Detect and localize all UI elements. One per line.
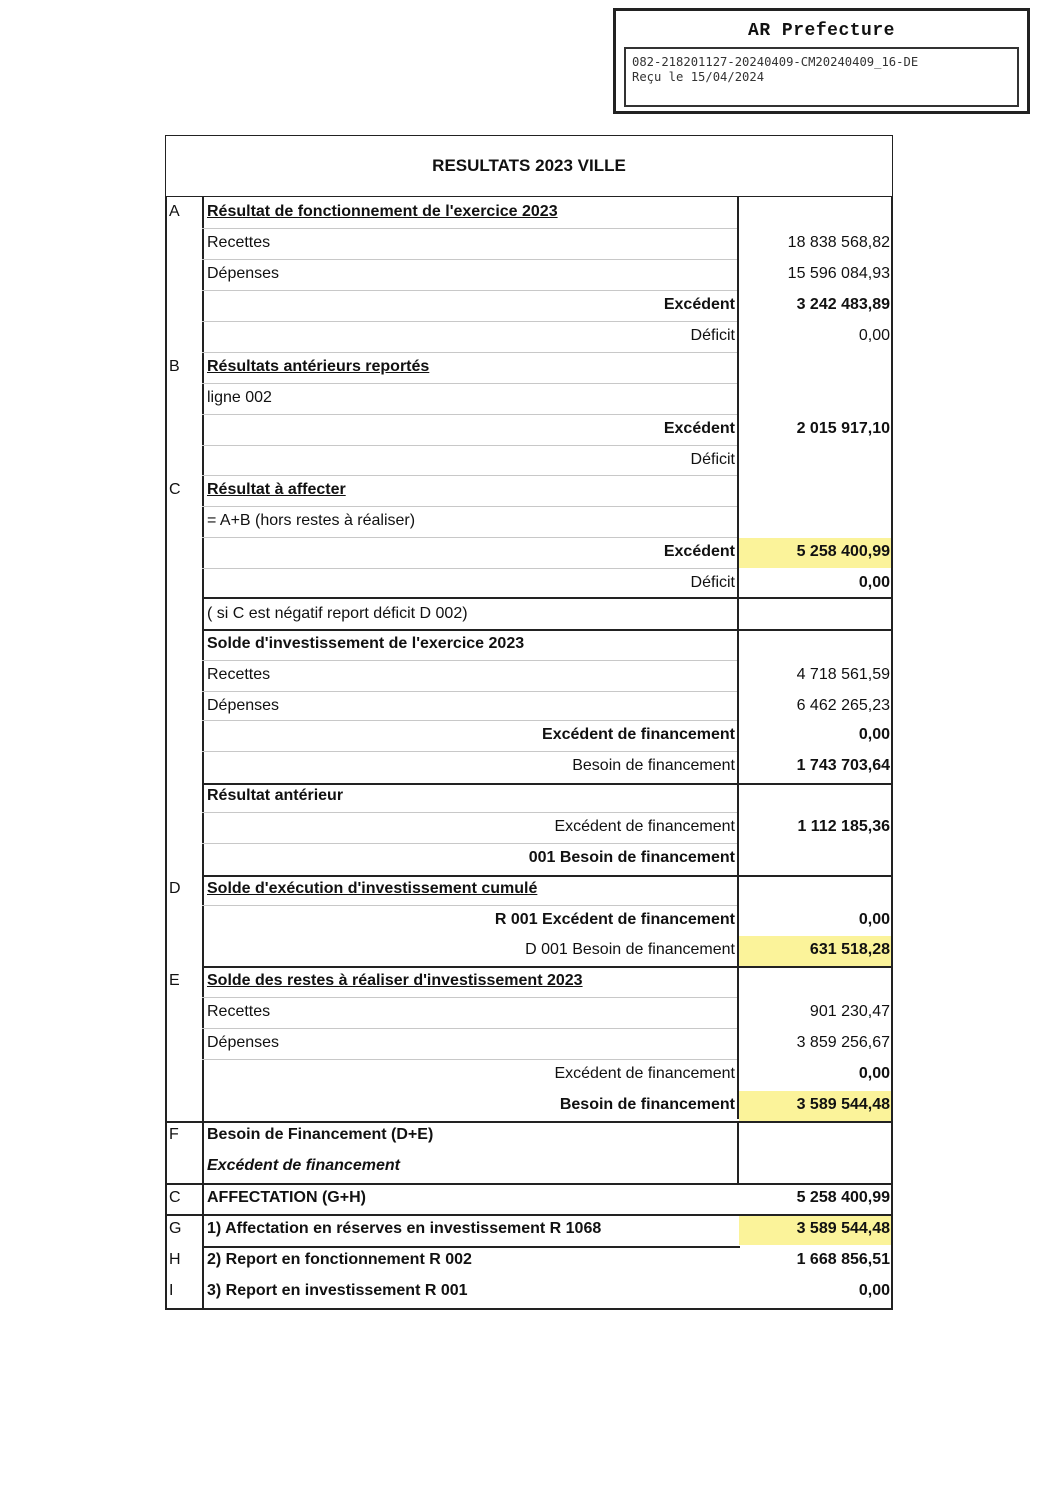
grid-line (202, 1028, 737, 1029)
table-row (165, 446, 893, 476)
row-label: R 001 Excédent de financement (494, 911, 735, 928)
table-row (165, 721, 893, 751)
table-row (165, 1246, 893, 1276)
row-letter: A (169, 203, 180, 220)
grid-line (202, 228, 737, 229)
row-value: 0,00 (858, 574, 890, 591)
row-letter: F (169, 1126, 179, 1143)
grid-line (165, 1308, 892, 1310)
row-label: Excédent (663, 296, 735, 313)
row-value: 18 838 568,82 (787, 234, 890, 251)
grid-line (202, 506, 737, 507)
row-label: Recettes (207, 234, 271, 251)
grid-line (202, 720, 737, 721)
table-row (165, 476, 893, 506)
row-label: Déficit (690, 574, 735, 591)
grid-line (202, 691, 737, 692)
table-row (165, 229, 893, 259)
stamp-received-date: Reçu le 15/04/2024 (632, 70, 765, 84)
row-label: Recettes (207, 1003, 271, 1020)
table-row (165, 507, 893, 537)
row-label: AFFECTATION (G+H) (207, 1189, 366, 1206)
grid-line (737, 1121, 892, 1123)
row-label: Solde d'exécution d'investissement cumulé (207, 880, 538, 897)
row-value: 0,00 (858, 1282, 890, 1299)
grid-line (737, 1121, 739, 1183)
grid-line (202, 905, 737, 906)
row-value: 5 258 400,99 (796, 1189, 890, 1206)
grid-line (737, 966, 739, 1119)
table-row (165, 415, 893, 445)
grid-line (202, 751, 737, 752)
row-value: 2 015 917,10 (796, 420, 890, 437)
table-row (165, 569, 893, 599)
grid-line (202, 321, 737, 322)
row-letter: D (169, 880, 181, 897)
grid-line (202, 475, 737, 476)
table-title: RESULTATS 2023 VILLE (165, 135, 893, 197)
table-row (165, 198, 893, 228)
row-label: ligne 002 (207, 389, 272, 406)
grid-line (165, 1183, 892, 1185)
stamp-reference: 082-218201127-20240409-CM20240409_16-DE (632, 55, 919, 69)
grid-line (202, 414, 737, 415)
row-label: Résultat antérieur (207, 787, 344, 804)
grid-line (202, 197, 204, 1310)
row-letter: H (169, 1251, 181, 1268)
row-value: 1 112 185,36 (797, 818, 890, 835)
row-value: 631 518,28 (809, 941, 890, 958)
table-row (165, 875, 893, 905)
stamp-title: AR Prefecture (748, 21, 895, 41)
table-row (165, 353, 893, 383)
row-label: 2) Report en fonctionnement R 002 (207, 1251, 472, 1268)
table-row (165, 630, 893, 660)
grid-line (737, 629, 739, 783)
row-value: 1 668 856,51 (796, 1251, 890, 1268)
row-letter: B (169, 358, 180, 375)
grid-line (202, 597, 892, 599)
table-row (165, 1215, 893, 1245)
table-row (165, 936, 893, 966)
grid-line (202, 445, 737, 446)
grid-line (202, 966, 892, 968)
row-value: 901 230,47 (809, 1003, 890, 1020)
table-row (165, 1091, 893, 1121)
table-row (165, 782, 893, 812)
grid-line (202, 259, 737, 260)
grid-line (165, 1214, 892, 1216)
row-letter: C (169, 1189, 181, 1206)
grid-line (202, 843, 737, 844)
row-label: ( si C est négatif report déficit D 002) (207, 605, 468, 622)
row-label: Dépenses (207, 1034, 280, 1051)
row-label: Excédent de financement (554, 818, 735, 835)
table-row (165, 813, 893, 843)
table-row (165, 291, 893, 321)
row-label: Déficit (690, 327, 735, 344)
row-label: 3) Report en investissement R 001 (207, 1282, 468, 1299)
row-value: 1 743 703,64 (796, 757, 890, 774)
row-value: 0,00 (858, 327, 890, 344)
grid-line (891, 197, 893, 1310)
row-label: Solde d'investissement de l'exercice 2023 (207, 635, 525, 652)
grid-line (202, 1059, 737, 1060)
grid-line (202, 568, 737, 569)
table-row (165, 1277, 893, 1307)
row-label: Solde des restes à réaliser d'investissement 2023 (207, 972, 583, 989)
row-label: Besoin de financement (572, 757, 735, 774)
row-label: Recettes (207, 666, 271, 683)
table-row (165, 752, 893, 782)
row-label: Déficit (690, 451, 735, 468)
table-row (165, 844, 893, 874)
row-value: 4 718 561,59 (796, 666, 890, 683)
table-row (165, 1184, 893, 1214)
grid-line (202, 997, 737, 998)
row-letter: C (169, 481, 181, 498)
table-row (165, 967, 893, 997)
row-label: Résultat à affecter (207, 481, 346, 498)
grid-line (737, 875, 739, 966)
row-value: 5 258 400,99 (796, 543, 890, 560)
grid-line (202, 660, 737, 661)
row-label: Résultat de fonctionnement de l'exercice 2023 (207, 203, 558, 220)
row-letter: G (169, 1220, 182, 1237)
results-table (165, 135, 893, 1310)
table-row (165, 692, 893, 722)
grid-line (202, 783, 892, 785)
grid-line (165, 197, 167, 1310)
row-label: Excédent (663, 420, 735, 437)
stamp-details (624, 47, 1019, 107)
grid-line (202, 1246, 740, 1248)
table-row (165, 998, 893, 1028)
row-label: Excédent de financement (554, 1065, 735, 1082)
row-label: Dépenses (207, 265, 280, 282)
grid-line (202, 629, 892, 631)
table-row (165, 1029, 893, 1059)
row-label: Dépenses (207, 697, 280, 714)
table-row (165, 1060, 893, 1090)
table-row (165, 1121, 893, 1151)
grid-line (202, 875, 892, 877)
row-label: Besoin de Financement (D+E) (207, 1126, 434, 1143)
table-row (165, 538, 893, 568)
grid-line (202, 812, 737, 813)
table-row (165, 260, 893, 290)
grid-line (202, 290, 737, 291)
row-letter: I (169, 1282, 174, 1299)
row-label: D 001 Besoin de financement (525, 941, 735, 958)
row-label: Excédent de financement (207, 1157, 400, 1174)
table-row (165, 661, 893, 691)
ar-prefecture-stamp (613, 8, 1030, 114)
grid-line (737, 197, 739, 598)
row-value: 0,00 (858, 911, 890, 928)
grid-line (165, 1121, 738, 1123)
table-row (165, 1152, 893, 1182)
row-label: Résultats antérieurs reportés (207, 358, 430, 375)
row-label: Excédent (663, 543, 735, 560)
row-value: 3 242 483,89 (796, 296, 890, 313)
grid-line (202, 352, 737, 353)
grid-line (202, 537, 737, 538)
table-row (165, 906, 893, 936)
row-value: 15 596 084,93 (787, 265, 890, 282)
row-label: Besoin de financement (559, 1096, 735, 1113)
row-value: 0,00 (858, 726, 890, 743)
row-letter: E (169, 972, 180, 989)
row-label: 1) Affectation en réserves en investissement R 1068 (207, 1220, 602, 1237)
table-row (165, 600, 893, 630)
grid-line (202, 383, 737, 384)
grid-line (737, 598, 739, 629)
row-label: 001 Besoin de financement (528, 849, 735, 866)
table-row (165, 384, 893, 414)
table-row (165, 322, 893, 352)
row-value: 6 462 265,23 (796, 697, 890, 714)
row-value: 3 859 256,67 (796, 1034, 890, 1051)
row-value: 3 589 544,48 (796, 1096, 890, 1113)
row-label: Excédent de financement (542, 726, 735, 743)
row-value: 0,00 (858, 1065, 890, 1082)
row-label: = A+B (hors restes à réaliser) (207, 512, 416, 529)
row-value: 3 589 544,48 (796, 1220, 890, 1237)
grid-line (737, 783, 739, 875)
